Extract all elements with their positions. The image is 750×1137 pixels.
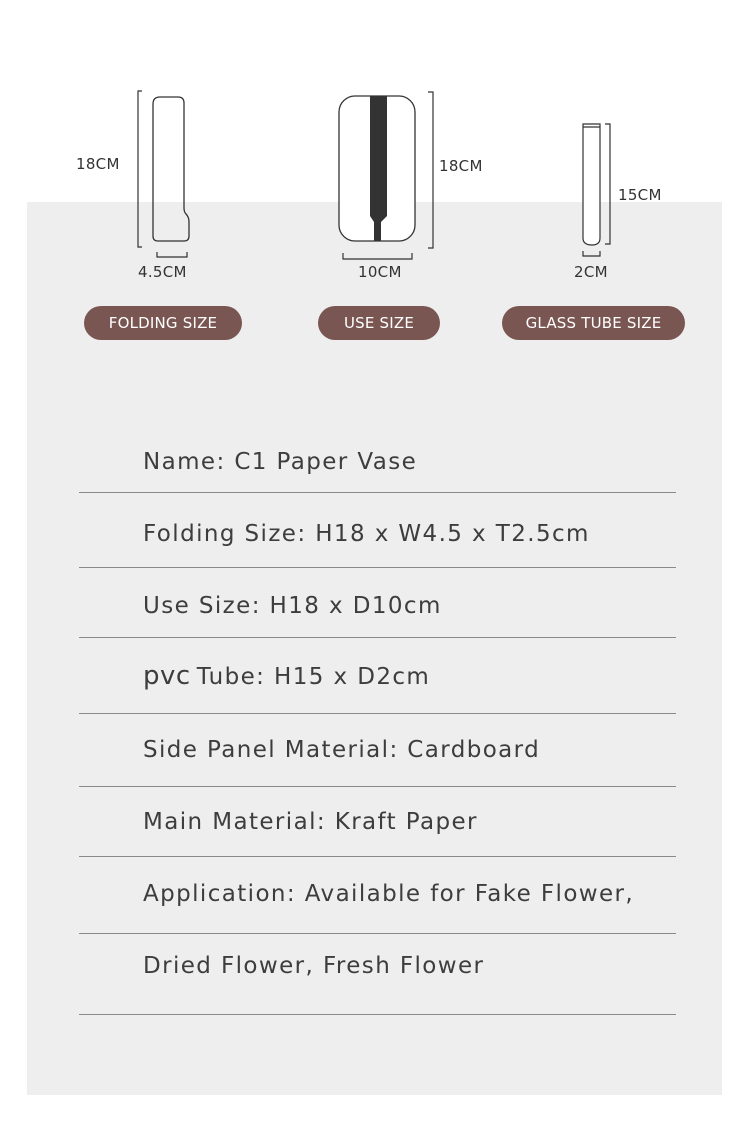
folding-width-bracket bbox=[157, 252, 187, 257]
use-size-badge: USE SIZE bbox=[318, 306, 440, 340]
spec-folding-size: Folding Size: H18 x W4.5 x T2.5cm bbox=[143, 521, 590, 547]
use-vase-outline bbox=[339, 96, 415, 241]
spec-application-line1: Application: Available for Fake Flower, bbox=[143, 881, 635, 907]
divider bbox=[79, 1014, 676, 1015]
glass-tube-outline bbox=[583, 124, 600, 245]
use-height-label: 18CM bbox=[439, 157, 483, 175]
divider bbox=[79, 933, 676, 934]
divider bbox=[79, 492, 676, 493]
size-diagrams bbox=[0, 0, 750, 300]
spec-side-panel: Side Panel Material: Cardboard bbox=[143, 737, 541, 763]
folding-vase-outline bbox=[153, 97, 189, 241]
glass-tube-height-bracket bbox=[605, 124, 610, 244]
spec-tube bbox=[143, 661, 430, 691]
divider bbox=[79, 713, 676, 714]
spec-application-line2: Dried Flower, Fresh Flower bbox=[143, 953, 485, 979]
spec-main-material: Main Material: Kraft Paper bbox=[143, 809, 478, 835]
folding-height-label: 18CM bbox=[76, 155, 120, 173]
use-height-bracket bbox=[428, 92, 433, 248]
glass-tube-height-label: 15CM bbox=[618, 186, 662, 204]
divider bbox=[79, 856, 676, 857]
glass-tube-width-bracket bbox=[583, 251, 600, 256]
use-width-bracket bbox=[343, 253, 412, 259]
spec-tube-prefix: pvc bbox=[143, 661, 191, 691]
folding-size-badge: FOLDING SIZE bbox=[84, 306, 242, 340]
glass-tube-size-badge: GLASS TUBE SIZE bbox=[502, 306, 685, 340]
use-width-label: 10CM bbox=[358, 263, 402, 281]
divider bbox=[79, 637, 676, 638]
spec-name: Name: C1 Paper Vase bbox=[143, 449, 418, 475]
folding-height-bracket bbox=[138, 91, 142, 247]
glass-tube-width-label: 2CM bbox=[574, 263, 608, 281]
spec-use-size: Use Size: H18 x D10cm bbox=[143, 593, 442, 619]
spec-tube-text: Tube: H15 x D2cm bbox=[196, 664, 431, 690]
divider bbox=[79, 567, 676, 568]
divider bbox=[79, 786, 676, 787]
folding-width-label: 4.5CM bbox=[138, 263, 187, 281]
